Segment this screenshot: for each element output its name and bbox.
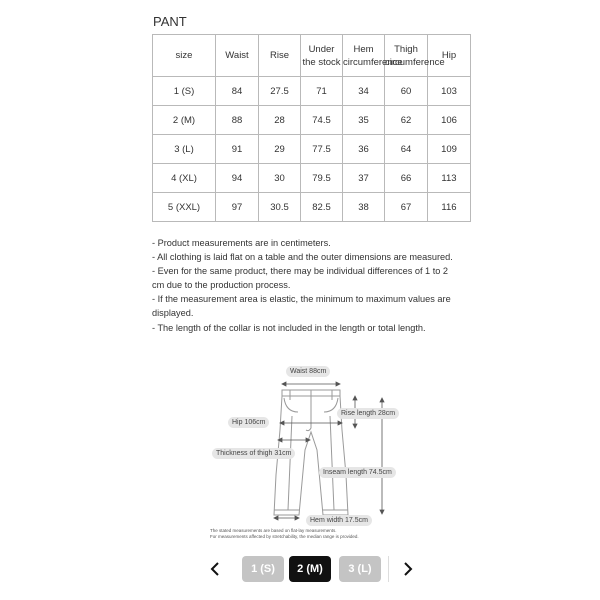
table-cell: 38 (343, 193, 385, 222)
note-line: cm due to the production process. (152, 280, 291, 291)
nav-divider (388, 556, 389, 582)
table-row (153, 193, 471, 222)
chevron-right-icon (403, 561, 413, 577)
table-cell: 67 (385, 193, 428, 222)
size-navigation (205, 556, 425, 582)
next-arrow[interactable] (398, 556, 418, 582)
table-cell: 35 (343, 106, 385, 135)
table-cell: 94 (216, 164, 259, 193)
diagram-footnote-2: For measurements affected by stretchability, the median range is provided. (210, 534, 359, 539)
header-rise: Rise (259, 35, 301, 77)
table-cell: 5 (XXL) (153, 193, 216, 222)
table-cell: 36 (343, 135, 385, 164)
table-cell: 60 (385, 77, 428, 106)
table-cell: 106 (428, 106, 471, 135)
table-cell: 71 (301, 77, 343, 106)
size-table (152, 34, 471, 222)
waist-label: Waist 88cm (286, 366, 330, 377)
rise-label: Rise length 28cm (337, 408, 399, 419)
table-cell: 109 (428, 135, 471, 164)
table-cell: 30.5 (259, 193, 301, 222)
table-cell: 34 (343, 77, 385, 106)
table-cell: 2 (M) (153, 106, 216, 135)
chevron-left-icon (210, 561, 220, 577)
header-hem-circumference: Hem circumference (343, 35, 385, 77)
table-cell: 62 (385, 106, 428, 135)
thigh-label: Thickness of thigh 31cm (212, 448, 295, 459)
header-waist: Waist (216, 35, 259, 77)
page-title: PANT (153, 14, 187, 29)
table-cell: 66 (385, 164, 428, 193)
table-cell: 97 (216, 193, 259, 222)
table-cell: 3 (L) (153, 135, 216, 164)
note-line: - Even for the same product, there may be individual differences of 1 to 2 (152, 266, 449, 277)
table-cell: 4 (XL) (153, 164, 216, 193)
size-button-m[interactable]: 2 (M) (289, 556, 331, 582)
note-line: - If the measurement area is elastic, the minimum to maximum values are (152, 294, 451, 305)
diagram-footnote-1: The stated measurements are based on flat-lay measurements. (210, 528, 337, 533)
size-button-l[interactable]: 3 (L) (339, 556, 381, 582)
note-line: - Product measurements are in centimeters. (152, 238, 331, 248)
note-line: - All clothing is laid flat on a table and the outer dimensions are measured. (152, 252, 453, 263)
table-cell: 29 (259, 135, 301, 164)
table-cell: 84 (216, 77, 259, 106)
table-cell: 88 (216, 106, 259, 135)
table-cell: 77.5 (301, 135, 343, 164)
note-line: displayed. (152, 308, 194, 319)
hip-label: Hip 106cm (228, 417, 269, 428)
table-cell: 27.5 (259, 77, 301, 106)
table-cell: 1 (S) (153, 77, 216, 106)
header-under-the-stock: Under the stock (301, 35, 343, 77)
table-cell: 37 (343, 164, 385, 193)
header-size: size (153, 35, 216, 77)
measurement-notes (152, 236, 482, 335)
pant-measurement-diagram (200, 360, 430, 545)
table-cell: 30 (259, 164, 301, 193)
table-cell: 74.5 (301, 106, 343, 135)
table-cell: 82.5 (301, 193, 343, 222)
note-line: - The length of the collar is not included in the length or total length. (152, 322, 426, 333)
table-row (153, 106, 471, 135)
prev-arrow[interactable] (205, 556, 225, 582)
table-cell: 91 (216, 135, 259, 164)
header-thigh-circumference: Thigh circumference (385, 35, 428, 77)
inseam-label: Inseam length 74.5cm (319, 467, 396, 478)
table-cell: 113 (428, 164, 471, 193)
table-cell: 103 (428, 77, 471, 106)
table-row (153, 135, 471, 164)
table-header-row (153, 35, 471, 77)
header-hip: Hip (428, 35, 471, 77)
table-row (153, 77, 471, 106)
table-cell: 64 (385, 135, 428, 164)
hem-label: Hem width 17.5cm (306, 515, 372, 526)
table-row (153, 164, 471, 193)
size-button-s[interactable]: 1 (S) (242, 556, 284, 582)
table-cell: 28 (259, 106, 301, 135)
table-cell: 79.5 (301, 164, 343, 193)
table-cell: 116 (428, 193, 471, 222)
